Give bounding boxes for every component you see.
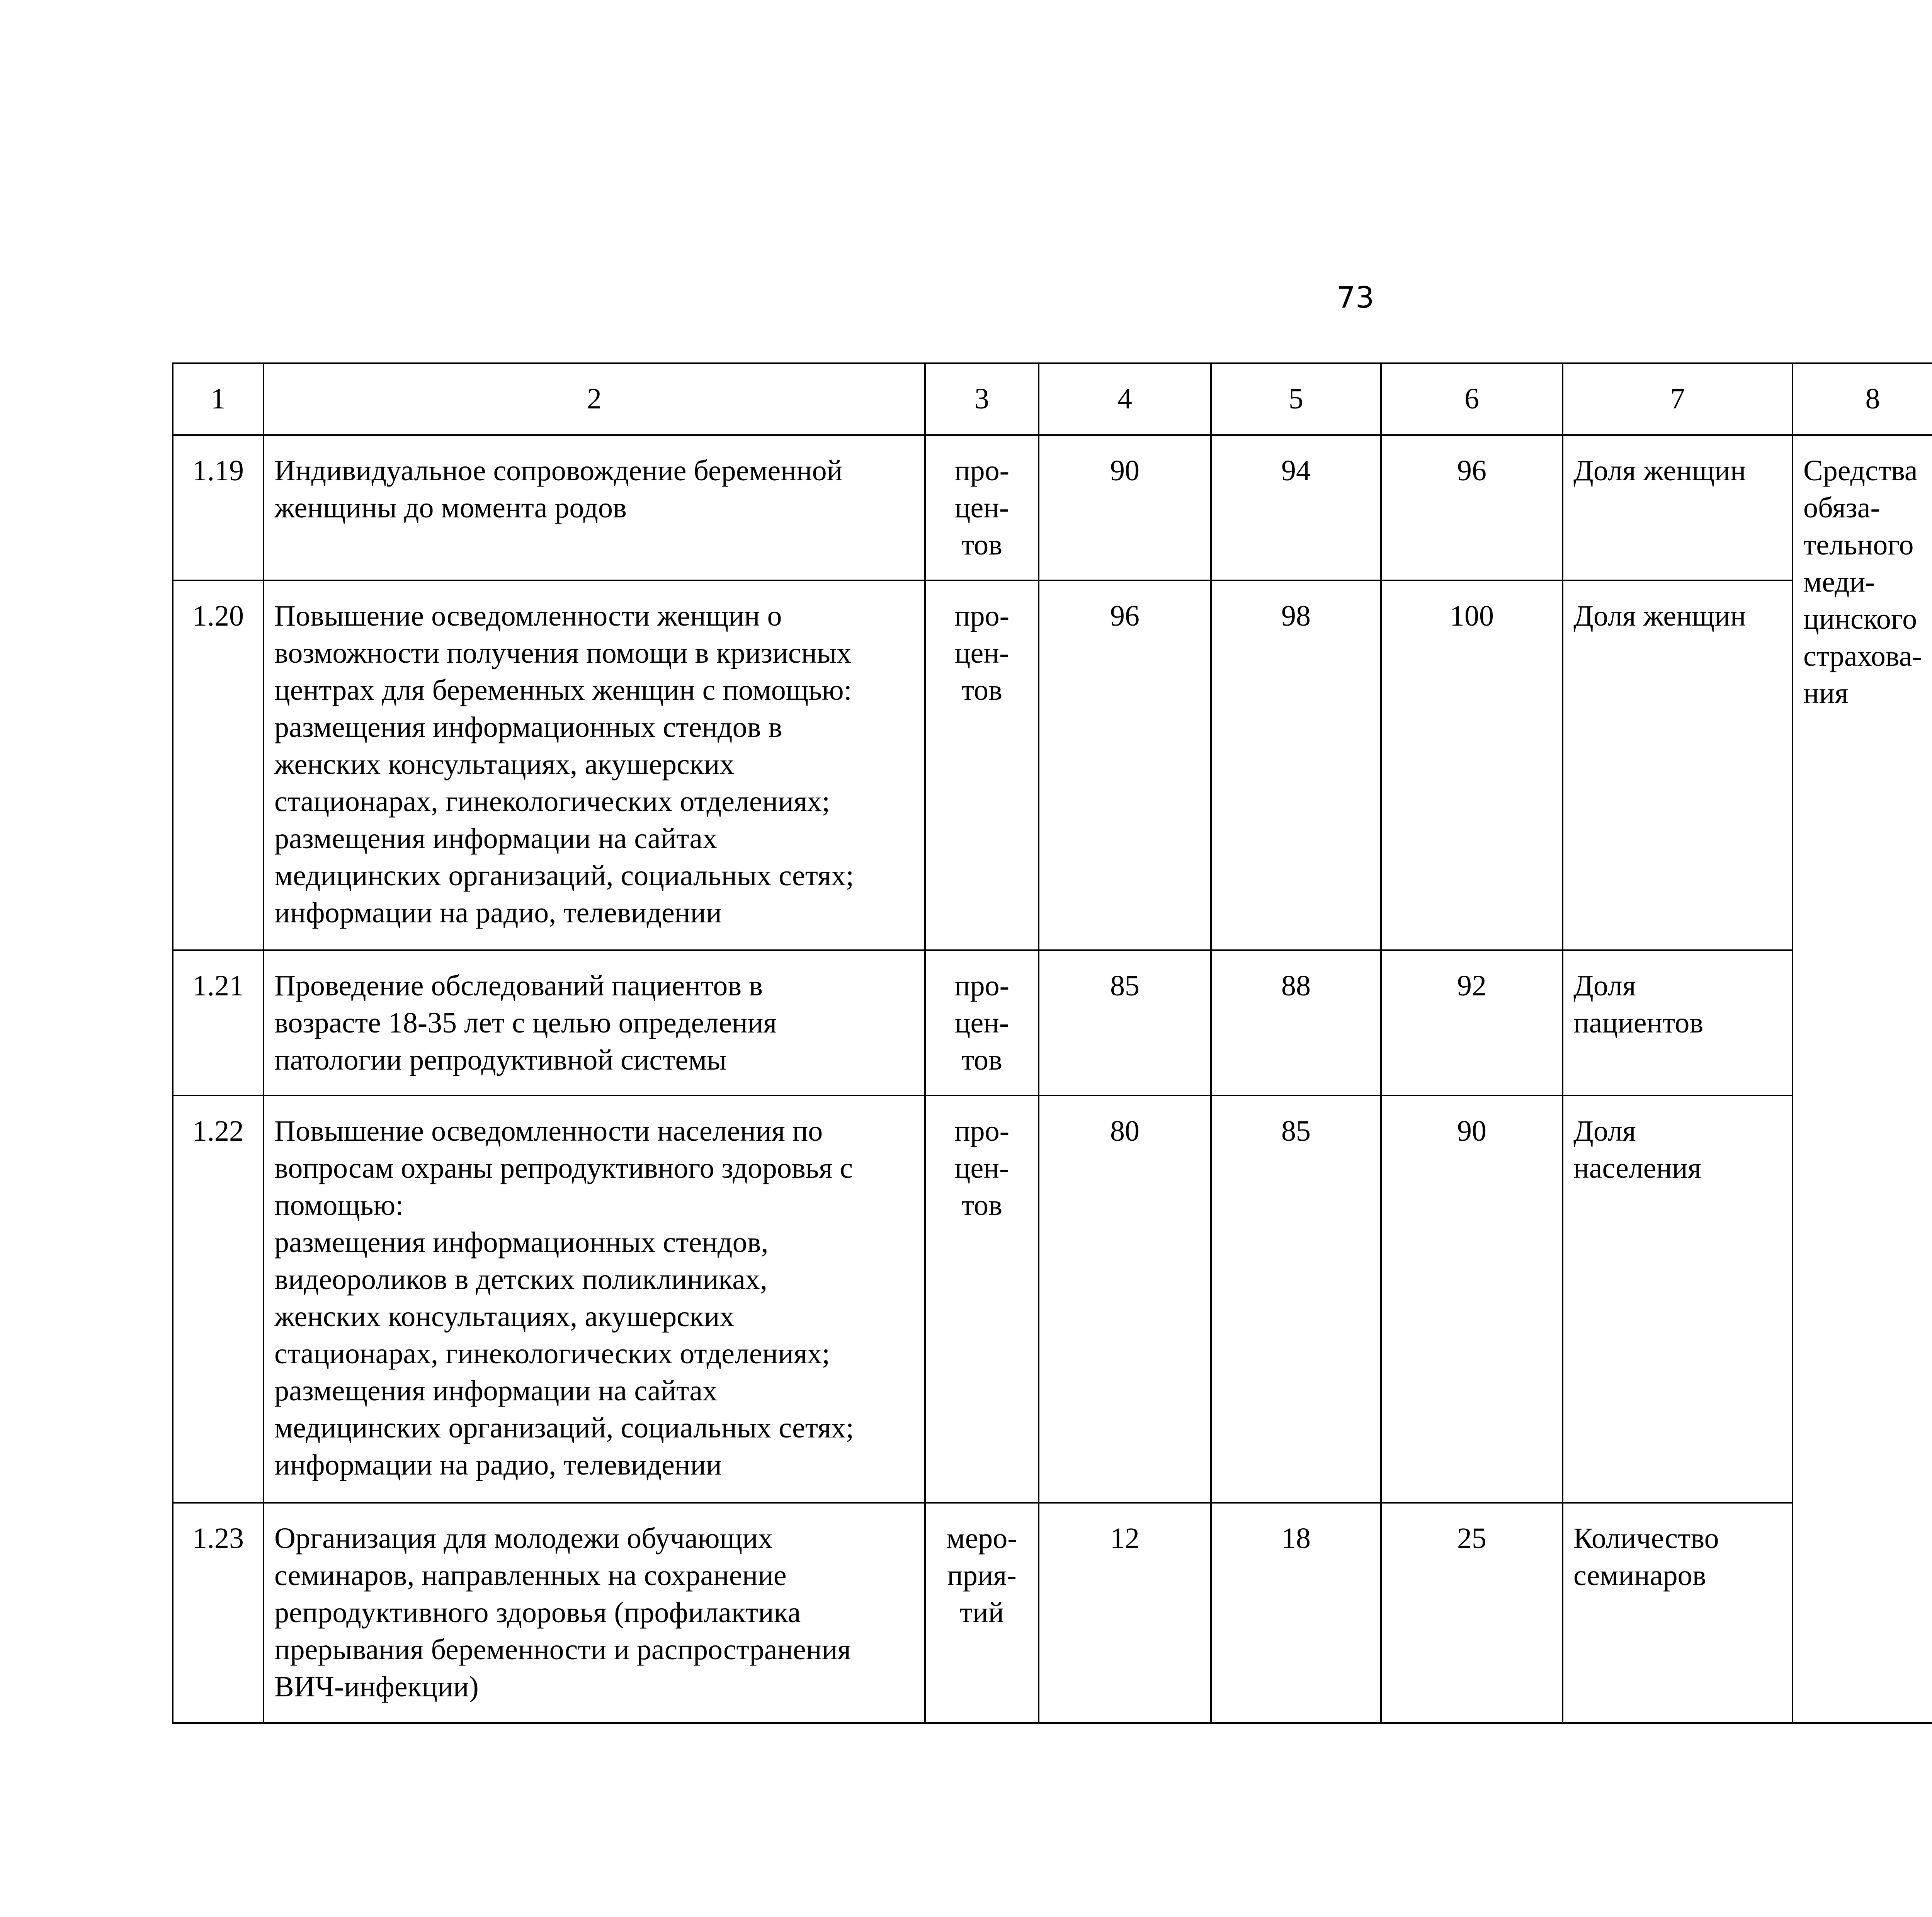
value-col-6: 100 [1381, 580, 1563, 950]
value-col-6: 90 [1381, 1095, 1563, 1503]
value-col-6: 96 [1381, 435, 1563, 580]
header-col-1: 1 [173, 363, 264, 435]
table-row [173, 580, 1932, 950]
header-col-6: 6 [1381, 363, 1563, 435]
header-col-5: 5 [1211, 363, 1381, 435]
value-col-4: 90 [1039, 435, 1211, 580]
value-col-5: 88 [1211, 950, 1381, 1095]
row-number: 1.23 [173, 1503, 264, 1723]
unit: про- цен- тов [925, 950, 1039, 1095]
header-row [173, 363, 1932, 435]
measure-name: Повышение осведомленности населения по вопросам охраны репродуктивного здоровья с помощью: размещения информационных стендов, видеороликов в детских поликлиниках, женских консультациях, акушерских стационарах, гинекологических отделениях; размещения информации на сайтах медицинских организаций, социальных сетях; информации на радио, телевидении [264, 1095, 925, 1503]
indicator: Доля женщин [1563, 580, 1793, 950]
value-col-5: 94 [1211, 435, 1381, 580]
value-col-5: 98 [1211, 580, 1381, 950]
header-col-2: 2 [264, 363, 925, 435]
header-col-3: 3 [925, 363, 1039, 435]
unit: про- цен- тов [925, 1095, 1039, 1503]
measure-name: Индивидуальное сопровождение беременной женщины до момента родов [264, 435, 925, 580]
value-col-4: 85 [1039, 950, 1211, 1095]
header-col-8: 8 [1793, 363, 1932, 435]
value-col-5: 18 [1211, 1503, 1381, 1723]
unit: про- цен- тов [925, 580, 1039, 950]
row-number: 1.21 [173, 950, 264, 1095]
value-col-4: 80 [1039, 1095, 1211, 1503]
row-number: 1.22 [173, 1095, 264, 1503]
header-col-4: 4 [1039, 363, 1211, 435]
measure-name: Организация для молодежи обучающих семинаров, направленных на сохранение репродуктивного здоровья (профилактика прерывания беременности и распространения ВИЧ-инфекции) [264, 1503, 925, 1723]
value-col-6: 92 [1381, 950, 1563, 1095]
table-row [173, 950, 1932, 1095]
table-row [173, 435, 1932, 580]
funding-source: Средства обяза- тельного меди- цинского страхова- ния [1793, 435, 1932, 1723]
measures-table [172, 362, 1932, 1724]
table-row [173, 1095, 1932, 1503]
value-col-4: 96 [1039, 580, 1211, 950]
page-number: 73 [1337, 280, 1374, 315]
indicator: Доля населения [1563, 1095, 1793, 1503]
table-row [173, 1503, 1932, 1723]
unit: про- цен- тов [925, 435, 1039, 580]
value-col-5: 85 [1211, 1095, 1381, 1503]
row-number: 1.20 [173, 580, 264, 950]
value-col-6: 25 [1381, 1503, 1563, 1723]
measure-name: Проведение обследований пациентов в возрасте 18-35 лет с целью определения патологии репродуктивной системы [264, 950, 925, 1095]
indicator: Количество семинаров [1563, 1503, 1793, 1723]
header-col-7: 7 [1563, 363, 1793, 435]
indicator: Доля пациентов [1563, 950, 1793, 1095]
value-col-4: 12 [1039, 1503, 1211, 1723]
row-number: 1.19 [173, 435, 264, 580]
indicator: Доля женщин [1563, 435, 1793, 580]
measure-name: Повышение осведомленности женщин о возможности получения помощи в кризисных центрах для беременных женщин с помощью: размещения информационных стендов в женских консультациях, акушерских стационарах, гинекологических отделениях; размещения информации на сайтах медицинских организаций, социальных сетях; информации на радио, телевидении [264, 580, 925, 950]
unit: меро- прия- тий [925, 1503, 1039, 1723]
